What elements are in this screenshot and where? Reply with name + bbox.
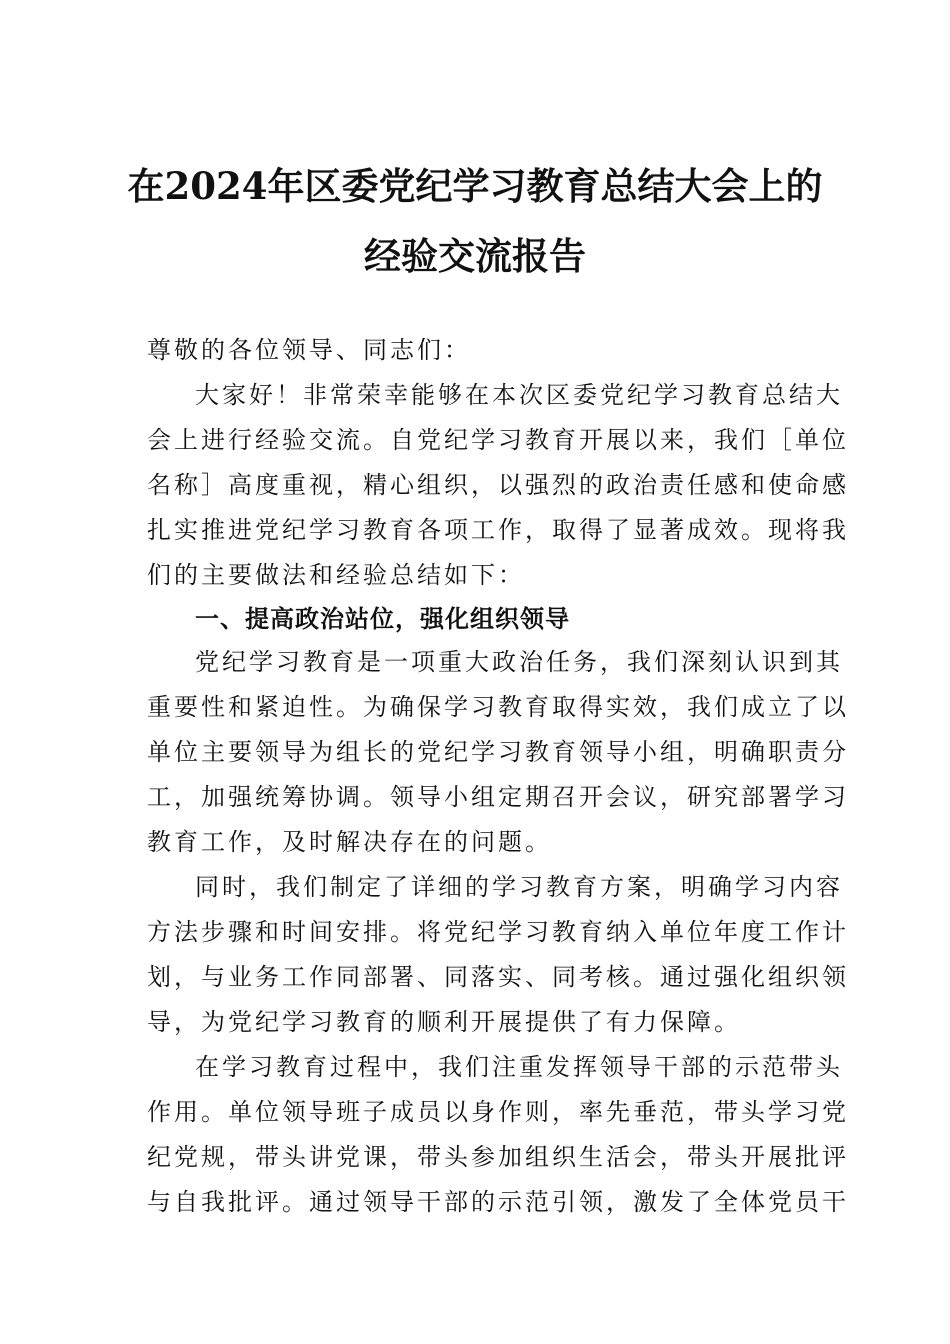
paragraph-line: 导，为党纪学习教育的顺利开展提供了有力保障。 [147, 1008, 741, 1036]
paragraph-line: 扎实推进党纪学习教育各项工作，取得了显著成效。现将我 [147, 516, 849, 544]
paragraph-line: 党纪学习教育是一项重大政治任务，我们深刻认识到其 [195, 648, 843, 676]
paragraph-line: 纪党规，带头讲党课，带头参加组织生活会，带头开展批评 [147, 1143, 849, 1171]
paragraph-line: 方法步骤和时间安排。将党纪学习教育纳入单位年度工作计 [147, 918, 849, 946]
paragraph-line: 划，与业务工作同部署、同落实、同考核。通过强化组织领 [147, 963, 849, 991]
paragraph-line: 名称］高度重视，精心组织，以强烈的政治责任感和使命感 [147, 471, 849, 499]
paragraph-line: 会上进行经验交流。自党纪学习教育开展以来，我们［单位 [147, 426, 849, 454]
document-title-line-2: 经验交流报告 [364, 234, 586, 278]
paragraph-line: 大家好！非常荣幸能够在本次区委党纪学习教育总结大 [195, 381, 843, 409]
paragraph-line: 重要性和紧迫性。为确保学习教育取得实效，我们成立了以 [147, 693, 849, 721]
salutation: 尊敬的各位领导、同志们： [147, 336, 471, 364]
section-heading: 一、提高政治站位，强化组织领导 [195, 605, 570, 633]
paragraph-line: 们的主要做法和经验总结如下： [147, 561, 525, 589]
paragraph-line: 教育工作，及时解决存在的问题。 [147, 828, 552, 856]
paragraph-line: 与自我批评。通过领导干部的示范引领，激发了全体党员干 [147, 1188, 849, 1216]
paragraph-line: 作用。单位领导班子成员以身作则，率先垂范，带头学习党 [147, 1098, 849, 1126]
document-title-line-1: 在2024年区委党纪学习教育总结大会上的 [127, 164, 823, 208]
paragraph-line: 单位主要领导为组长的党纪学习教育领导小组，明确职责分 [147, 738, 849, 766]
paragraph-line: 工，加强统筹协调。领导小组定期召开会议，研究部署学习 [147, 783, 849, 811]
paragraph-line: 同时，我们制定了详细的学习教育方案，明确学习内容 [195, 873, 843, 901]
paragraph-line: 在学习教育过程中，我们注重发挥领导干部的示范带头 [195, 1053, 843, 1081]
